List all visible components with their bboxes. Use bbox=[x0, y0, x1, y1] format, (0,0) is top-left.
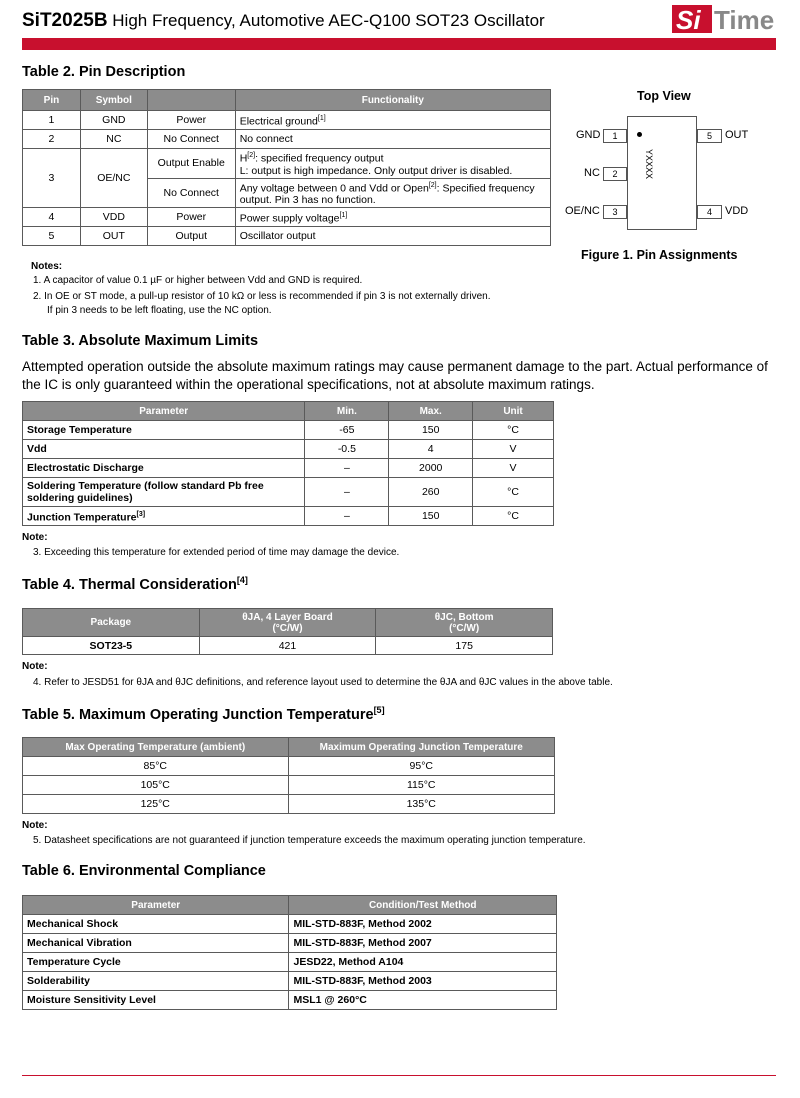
footnote-ref: [5] bbox=[373, 705, 385, 715]
cell-param: Mechanical Vibration bbox=[23, 934, 289, 953]
table-row bbox=[23, 776, 555, 795]
col-header-condition: Condition/Test Method bbox=[289, 896, 557, 915]
cell-pin: 2 bbox=[23, 130, 81, 149]
cell-max: 150 bbox=[389, 421, 473, 440]
cell-unit: °C bbox=[473, 478, 554, 507]
table2-title: Table 2. Pin Description bbox=[22, 64, 186, 80]
pin-1-label: GND bbox=[576, 129, 601, 141]
cell-max: 2000 bbox=[389, 459, 473, 478]
pin-3: 3 bbox=[603, 205, 627, 219]
col-header-max: Max. bbox=[389, 402, 473, 421]
col-header-parameter: Parameter bbox=[23, 896, 289, 915]
footnote-ref: [1] bbox=[339, 211, 348, 219]
col-header-theta-jc bbox=[376, 609, 553, 637]
cell-junction: 135°C bbox=[288, 795, 555, 814]
thermal-table bbox=[22, 608, 553, 655]
col-header-pin: Pin bbox=[23, 90, 81, 111]
table-row bbox=[23, 440, 554, 459]
cell-junction: 115°C bbox=[288, 776, 555, 795]
col-header-junction: Maximum Operating Junction Temperature bbox=[288, 738, 555, 757]
table-row bbox=[23, 934, 557, 953]
cell-junction: 95°C bbox=[288, 757, 555, 776]
cell-param bbox=[23, 478, 305, 507]
cell-condition: MIL-STD-883F, Method 2007 bbox=[289, 934, 557, 953]
header-text: θJC, Bottom bbox=[434, 611, 494, 623]
cell-min: – bbox=[305, 507, 389, 526]
col-header-min: Min. bbox=[305, 402, 389, 421]
note-3: 3. Exceeding this temperature for extended period of time may damage the device. bbox=[33, 547, 400, 558]
sitime-logo bbox=[672, 3, 776, 35]
svg-text:Time: Time bbox=[714, 5, 775, 35]
cell-param: Storage Temperature bbox=[23, 421, 305, 440]
col-header-package: Package bbox=[23, 609, 200, 637]
cell-condition: MSL1 @ 260°C bbox=[289, 991, 557, 1010]
cell-ambient: 85°C bbox=[23, 757, 289, 776]
cell-ambient: 105°C bbox=[23, 776, 289, 795]
absolute-max-table bbox=[22, 401, 554, 526]
cell-func bbox=[235, 149, 550, 179]
cell-max: 260 bbox=[389, 478, 473, 507]
table-row bbox=[23, 208, 551, 227]
note-5: 5. Datasheet specifications are not guaranteed if junction temperature exceeds the maximum operating junction temperature. bbox=[33, 835, 586, 846]
table5-title bbox=[22, 705, 385, 723]
pin-5-label: OUT bbox=[725, 129, 749, 141]
header-unit: (°C/W) bbox=[449, 622, 480, 634]
table-row bbox=[23, 130, 551, 149]
note-2: 2. In OE or ST mode, a pull-up resistor of 10 kΩ or less is recommended if pin 3 is not externally driven. bbox=[33, 291, 491, 302]
environmental-table bbox=[22, 895, 557, 1010]
note-heading: Note: bbox=[22, 532, 48, 543]
cell-func bbox=[235, 178, 550, 208]
param-text: soldering guidelines) bbox=[27, 492, 133, 504]
col-header-symbol: Symbol bbox=[80, 90, 147, 111]
func-text: output. Pin 3 has no function. bbox=[239, 194, 376, 206]
cell-min: – bbox=[305, 478, 389, 507]
col-header-type bbox=[147, 90, 235, 111]
header-bar bbox=[22, 38, 776, 50]
col-header-parameter: Parameter bbox=[23, 402, 305, 421]
cell-condition: MIL-STD-883F, Method 2003 bbox=[289, 972, 557, 991]
cell-min: -65 bbox=[305, 421, 389, 440]
cell-unit: °C bbox=[473, 421, 554, 440]
cell-package: SOT23-5 bbox=[23, 637, 200, 655]
func-text: Any voltage between 0 and Vdd or Open bbox=[239, 182, 429, 194]
func-text: : Specified frequency bbox=[436, 182, 535, 194]
footnote-ref: [3] bbox=[136, 510, 146, 518]
header-unit: (°C/W) bbox=[272, 622, 303, 634]
table-row bbox=[23, 953, 557, 972]
cell-func bbox=[235, 111, 550, 130]
cell-unit: V bbox=[473, 440, 554, 459]
cell-type: Power bbox=[147, 208, 235, 227]
cell-param: Vdd bbox=[23, 440, 305, 459]
table-row bbox=[23, 421, 554, 440]
cell-param: Electrostatic Discharge bbox=[23, 459, 305, 478]
cell-theta-ja: 421 bbox=[199, 637, 376, 655]
cell-min: -0.5 bbox=[305, 440, 389, 459]
footnote-ref: [1] bbox=[317, 114, 326, 122]
pin-4: 4 bbox=[697, 205, 722, 219]
footnote-ref: [2] bbox=[428, 181, 437, 189]
cell-type: No Connect bbox=[147, 178, 235, 208]
pin-1: 1 bbox=[603, 129, 627, 143]
pin1-dot-icon bbox=[637, 132, 642, 137]
col-header-ambient: Max Operating Temperature (ambient) bbox=[23, 738, 289, 757]
table-row bbox=[23, 915, 557, 934]
note-2-cont: If pin 3 needs to be left floating, use the NC option. bbox=[47, 305, 272, 316]
cell-param: Temperature Cycle bbox=[23, 953, 289, 972]
figure1-caption: Figure 1. Pin Assignments bbox=[581, 248, 738, 262]
cell-symbol: VDD bbox=[80, 208, 147, 227]
pin-3-label: OE/NC bbox=[565, 205, 600, 217]
header-text: θJA, 4 Layer Board bbox=[242, 611, 333, 623]
cell-unit: °C bbox=[473, 507, 554, 526]
cell-theta-jc: 175 bbox=[376, 637, 553, 655]
pin-4-label: VDD bbox=[725, 205, 749, 217]
document-subtitle: High Frequency, Automotive AEC-Q100 SOT23 Oscillator bbox=[112, 11, 545, 30]
pin-5: 5 bbox=[697, 129, 722, 143]
col-header-theta-ja bbox=[199, 609, 376, 637]
footnote-ref: [2] bbox=[247, 152, 256, 159]
cell-type: Output Enable bbox=[147, 149, 235, 179]
cell-condition: MIL-STD-883F, Method 2002 bbox=[289, 915, 557, 934]
table-row bbox=[23, 757, 555, 776]
pin-2: 2 bbox=[603, 167, 627, 181]
func-text: Electrical ground bbox=[239, 115, 318, 128]
cell-pin: 3 bbox=[23, 149, 81, 208]
note-heading: Note: bbox=[22, 661, 48, 672]
package-marking: YXXXX bbox=[644, 149, 654, 180]
cell-symbol: GND bbox=[80, 111, 147, 130]
cell-pin: 5 bbox=[23, 227, 81, 246]
table-row bbox=[23, 507, 554, 526]
table3-title: Table 3. Absolute Maximum Limits bbox=[22, 333, 259, 349]
col-header-functionality: Functionality bbox=[235, 90, 550, 111]
table3-intro: Attempted operation outside the absolute maximum ratings may cause permanent damage to the part. Actual performance of the IC is only guaranteed within the operational specifications, not at absolute maximum ratings. bbox=[22, 359, 768, 392]
cell-param bbox=[23, 507, 305, 526]
cell-type: No Connect bbox=[147, 130, 235, 149]
table-row bbox=[23, 637, 553, 655]
note-1: 1. A capacitor of value 0.1 µF or higher between Vdd and GND is required. bbox=[33, 275, 363, 286]
table6-title: Table 6. Environmental Compliance bbox=[22, 863, 266, 879]
svg-text:Si: Si bbox=[676, 5, 701, 35]
func-text: Power supply voltage bbox=[239, 212, 340, 225]
cell-type: Output bbox=[147, 227, 235, 246]
cell-symbol: OUT bbox=[80, 227, 147, 246]
title-text: Table 5. Maximum Operating Junction Temperature bbox=[22, 706, 374, 723]
part-number: SiT2025B bbox=[22, 10, 108, 31]
table-row bbox=[23, 478, 554, 507]
cell-type: Power bbox=[147, 111, 235, 130]
param-text: Junction Temperature bbox=[27, 511, 137, 524]
top-view-label: Top View bbox=[637, 89, 691, 103]
cell-param: Solderability bbox=[23, 972, 289, 991]
cell-min: – bbox=[305, 459, 389, 478]
cell-pin: 1 bbox=[23, 111, 81, 130]
cell-func: No connect bbox=[235, 130, 550, 149]
cell-ambient: 125°C bbox=[23, 795, 289, 814]
note-4: 4. Refer to JESD51 for θJA and θJC definitions, and reference layout used to determine the θJA and θJC values in the above table. bbox=[33, 677, 613, 688]
table-row bbox=[23, 227, 551, 246]
cell-max: 4 bbox=[389, 440, 473, 459]
table-row bbox=[23, 991, 557, 1010]
col-header-unit: Unit bbox=[473, 402, 554, 421]
notes-heading: Notes: bbox=[31, 261, 63, 272]
table-row bbox=[23, 459, 554, 478]
param-text: Soldering Temperature (follow standard Pb free bbox=[27, 480, 264, 492]
cell-symbol: NC bbox=[80, 130, 147, 149]
cell-param: Moisture Sensitivity Level bbox=[23, 991, 289, 1010]
pin-description-table bbox=[22, 89, 551, 246]
cell-symbol: OE/NC bbox=[80, 149, 147, 208]
cell-func bbox=[235, 208, 550, 227]
pin-2-label: NC bbox=[584, 167, 600, 179]
table-row bbox=[23, 111, 551, 130]
cell-max: 150 bbox=[389, 507, 473, 526]
footer-rule bbox=[22, 1075, 776, 1076]
func-text: L: output is high impedance. Only output driver is disabled. bbox=[239, 164, 513, 177]
cell-pin: 4 bbox=[23, 208, 81, 227]
title-text: Table 4. Thermal Consideration bbox=[22, 576, 237, 593]
document-title bbox=[22, 10, 545, 32]
func-text: : specified frequency output bbox=[255, 152, 384, 165]
cell-func: Oscillator output bbox=[235, 227, 550, 246]
table-row bbox=[23, 149, 551, 179]
func-text: H bbox=[239, 152, 248, 165]
note-heading: Note: bbox=[22, 820, 48, 831]
table-row bbox=[23, 972, 557, 991]
table4-title bbox=[22, 575, 248, 593]
cell-unit: V bbox=[473, 459, 554, 478]
footnote-ref: [4] bbox=[236, 575, 248, 585]
package-outline bbox=[627, 116, 697, 230]
cell-param: Mechanical Shock bbox=[23, 915, 289, 934]
junction-temp-table bbox=[22, 737, 555, 814]
table-row bbox=[23, 795, 555, 814]
cell-condition: JESD22, Method A104 bbox=[289, 953, 557, 972]
